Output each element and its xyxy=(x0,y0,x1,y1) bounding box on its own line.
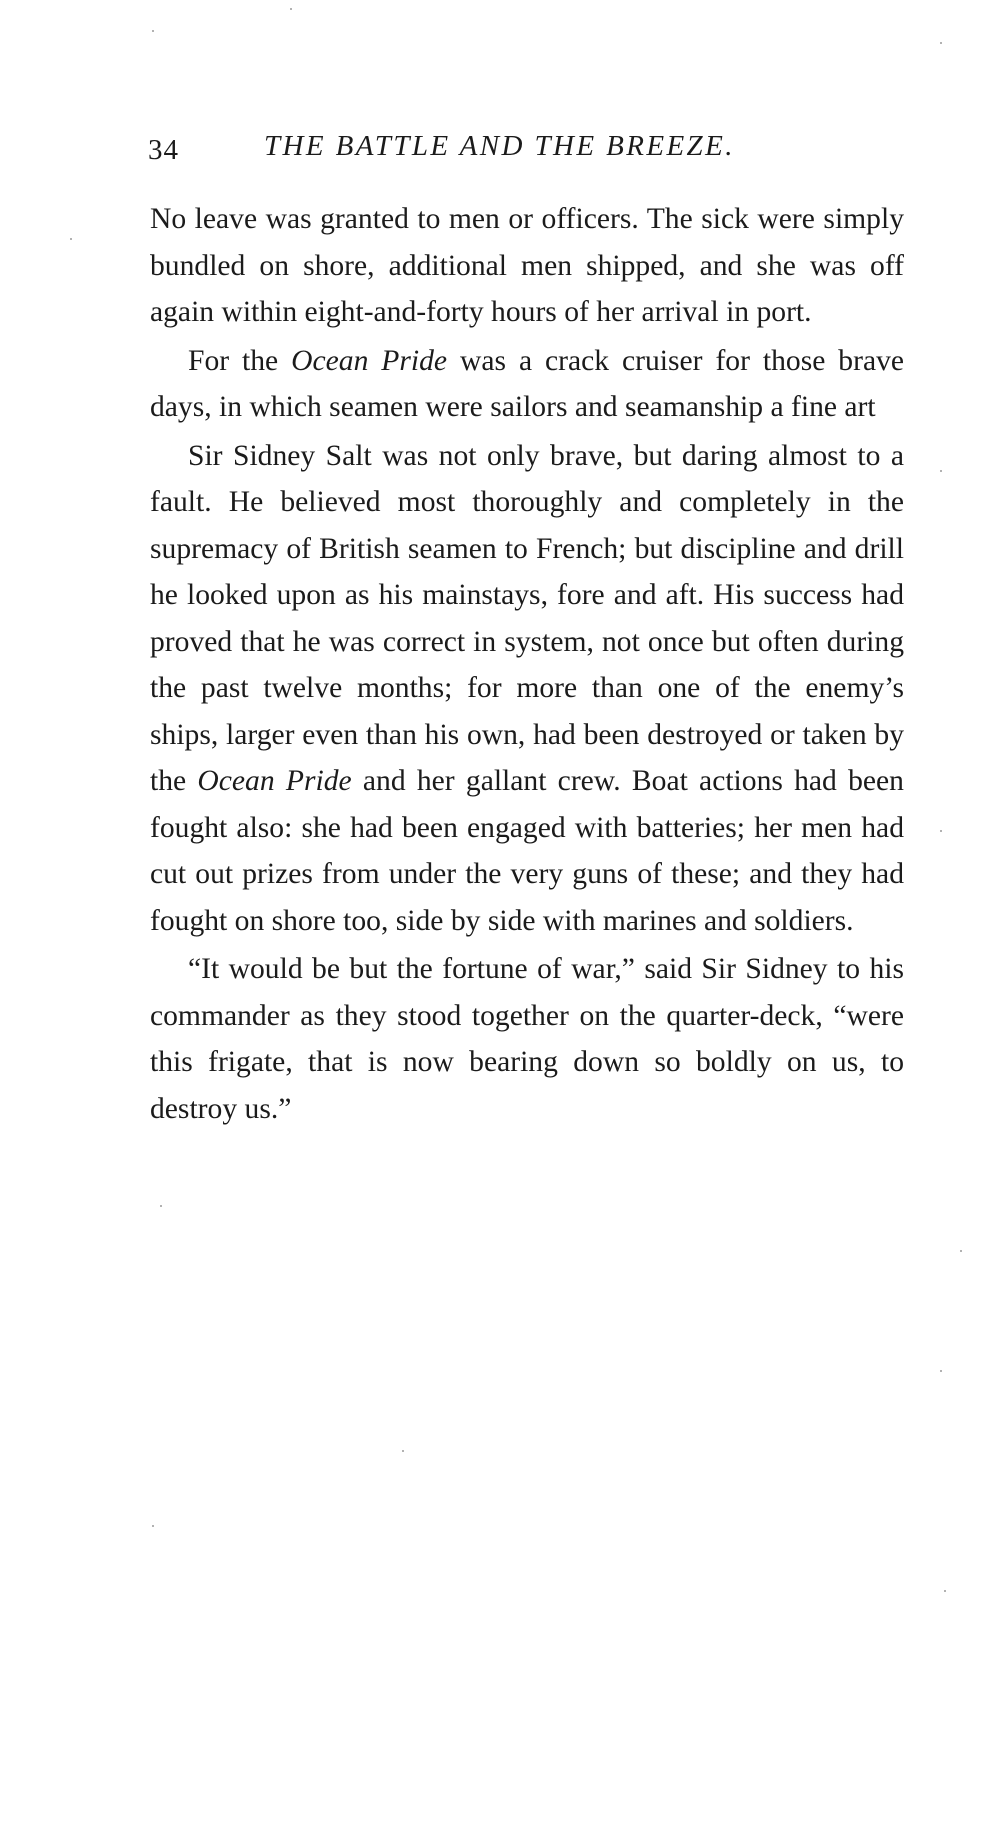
paragraph-1-text: No leave was granted to men or officers. The sick were simply bundled on shore, additional men shipped, and she was off again within eight-and-forty hours of her arrival in port. xyxy=(150,203,904,328)
paper-speck xyxy=(402,1450,404,1452)
paper-speck xyxy=(960,1250,962,1252)
paper-speck xyxy=(940,42,942,44)
paper-speck xyxy=(940,1370,942,1372)
paper-speck xyxy=(160,1205,162,1207)
paragraph-1 xyxy=(150,196,904,336)
paper-speck xyxy=(940,470,942,472)
page-number: 34 xyxy=(148,134,179,166)
paper-speck xyxy=(152,1525,154,1527)
paper-speck xyxy=(944,1590,946,1592)
running-head xyxy=(148,130,790,170)
paragraph-4 xyxy=(150,946,904,1132)
paper-speck xyxy=(290,8,292,10)
paragraph-3-text-b: and her gallant crew. Boat actions had been fought also: she had been engaged with batteries; her men had cut out prizes from under the very guns of these; and they had fought on shore too, side by side with marines and soldiers. xyxy=(150,765,904,937)
paper-speck xyxy=(70,238,72,240)
paper-speck xyxy=(940,830,942,832)
body-text xyxy=(150,196,904,1134)
paragraph-3 xyxy=(150,433,904,945)
paragraph-2 xyxy=(150,338,904,431)
paragraph-2-text-b: was a crack cruiser for those brave days, in which seamen were sailors and seamanship a fine art xyxy=(150,344,905,423)
ship-name-italic: Ocean Pride xyxy=(291,344,448,377)
paragraph-2-text-a: For the xyxy=(188,344,292,377)
running-title: THE BATTLE AND THE BREEZE. xyxy=(264,130,735,162)
ship-name-italic: Ocean Pride xyxy=(197,765,352,797)
paragraph-3-text-a: Sir Sidney Salt was not only brave, but daring almost to a fault. He believed most thoroughly and completely in the supremacy of British seamen to French; but discipline and drill he looked upon as his mainstays, fore and aft. His success had proved that he was correct in system, not once but often during the past twelve months; for more than one of the enemy’s ships, larger even than his own, had been destroyed or taken by the xyxy=(150,439,904,797)
paragraph-4-text: “It would be but the fortune of war,” said Sir Sidney to his commander as they stood together on the quarter-deck, “were this frigate, that is now bearing down so boldly on us, to destroy us.” xyxy=(150,953,904,1125)
paper-speck xyxy=(152,30,154,32)
